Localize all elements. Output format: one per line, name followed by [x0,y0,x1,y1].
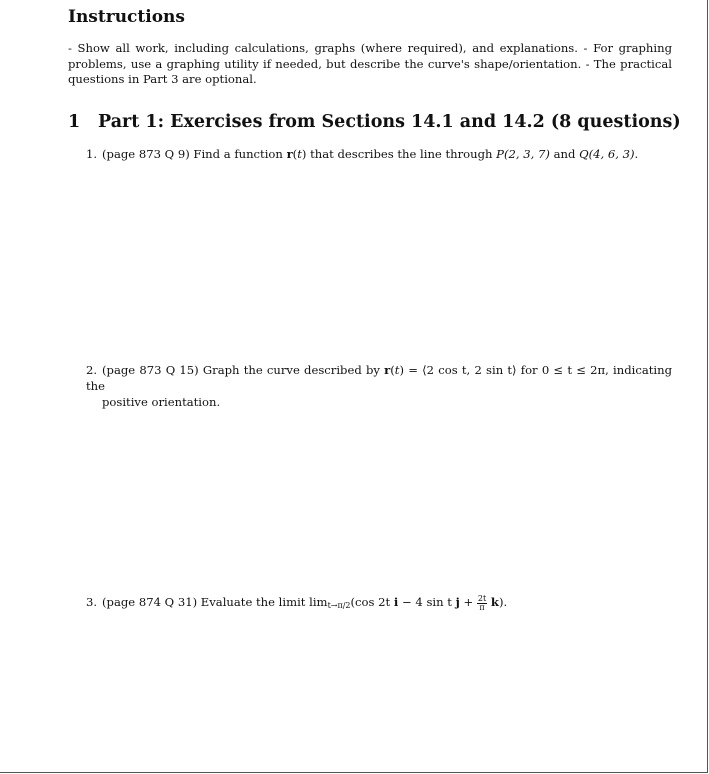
question-number: 2. [86,363,98,377]
question-1: 1. (page 873 Q 9) Find a function r(t) that describes the line through P(2, 3, 7) and Q(4, 6, 3). [86,147,639,161]
section-number: 1 [68,112,81,132]
point-p: P(2, 3, 7) [496,147,550,161]
question-number: 1. [86,147,98,161]
section-title: Part 1: Exercises from Sections 14.1 and 14.2 (8 questions) [98,112,681,132]
section-heading [68,112,681,132]
fraction: $\frac{2t}{\pi}$ [477,593,487,612]
curve-expression: = ⟨2 cos t, 2 sin t⟩ for 0 ≤ t ≤ 2π, indicating the [86,363,673,393]
question-3: 3. (page 874 Q 31) Evaluate the limit $\lim_{t\to\pi/2}(\cos$ 2t i − 4 sin t j + $\frac{2t}{\pi}$ k). [86,593,508,612]
instructions-title: Instructions [68,7,185,27]
question-2: 2. (page 873 Q 15) Graph the curve described by r(t) = ⟨2 cos t, 2 sin t⟩ for 0 ≤ t ≤ 2π, indicating the positive orientation. [86,363,673,409]
limit-subscript: t→π/2 [327,601,351,610]
question-continuation: positive orientation. [102,395,221,409]
question-number: 3. [86,595,98,609]
point-q: Q(4, 6, 3) [579,147,635,161]
instructions-body: - Show all work, including calculations, graphs (where required), and explanations. - For graphing problems, use a graphing utility if needed, but describe the curve's shape/orientation. - The practical questions in Part 3 are optional. [68,41,672,86]
